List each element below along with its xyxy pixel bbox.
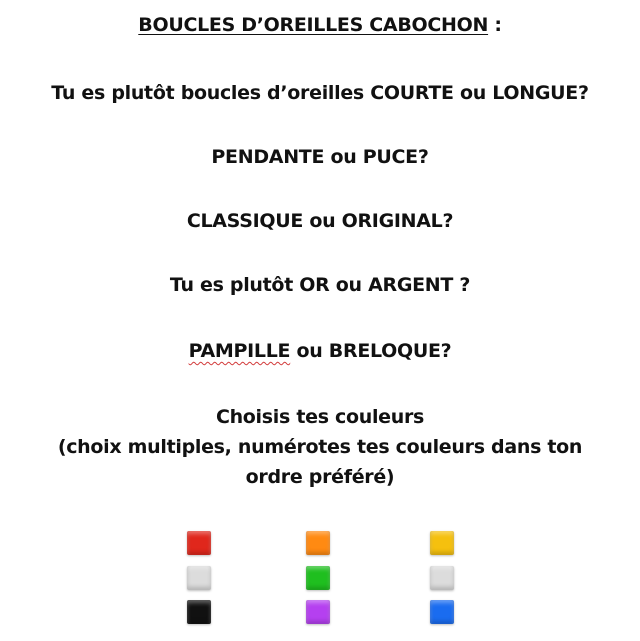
- question-metal: Tu es plutôt OR ou ARGENT ?: [169, 274, 471, 296]
- colors-note-line1: (choix multiples, numérotes tes couleurs dans ton: [57, 436, 583, 458]
- question-charm-part1: PAMPILLE: [188, 340, 291, 362]
- question-charm-part2: ou BRELOQUE?: [290, 340, 452, 362]
- title-text: BOUCLES D’OREILLES CABOCHON: [138, 14, 489, 36]
- question-type: PENDANTE ou PUCE?: [211, 146, 429, 168]
- swatch-purple[interactable]: [306, 600, 330, 624]
- swatch-black[interactable]: [187, 600, 211, 624]
- swatch-blue[interactable]: [430, 600, 454, 624]
- swatch-yellow[interactable]: [430, 531, 454, 555]
- colors-heading: Choisis tes couleurs: [215, 406, 425, 428]
- swatch-green[interactable]: [306, 566, 330, 590]
- swatch-light-gray[interactable]: [187, 566, 211, 590]
- question-length: Tu es plutôt boucles d’oreilles COURTE ou LONGUE?: [51, 82, 589, 104]
- swatch-red[interactable]: [187, 531, 211, 555]
- question-charm: [0, 340, 640, 362]
- swatch-light-gray-2[interactable]: [430, 566, 454, 590]
- swatch-orange[interactable]: [306, 531, 330, 555]
- title-suffix: :: [488, 14, 502, 36]
- page-title: [0, 14, 640, 36]
- question-style: CLASSIQUE ou ORIGINAL?: [186, 210, 454, 232]
- colors-note-line2: ordre préféré): [245, 466, 395, 488]
- colors-instructions: [0, 402, 640, 492]
